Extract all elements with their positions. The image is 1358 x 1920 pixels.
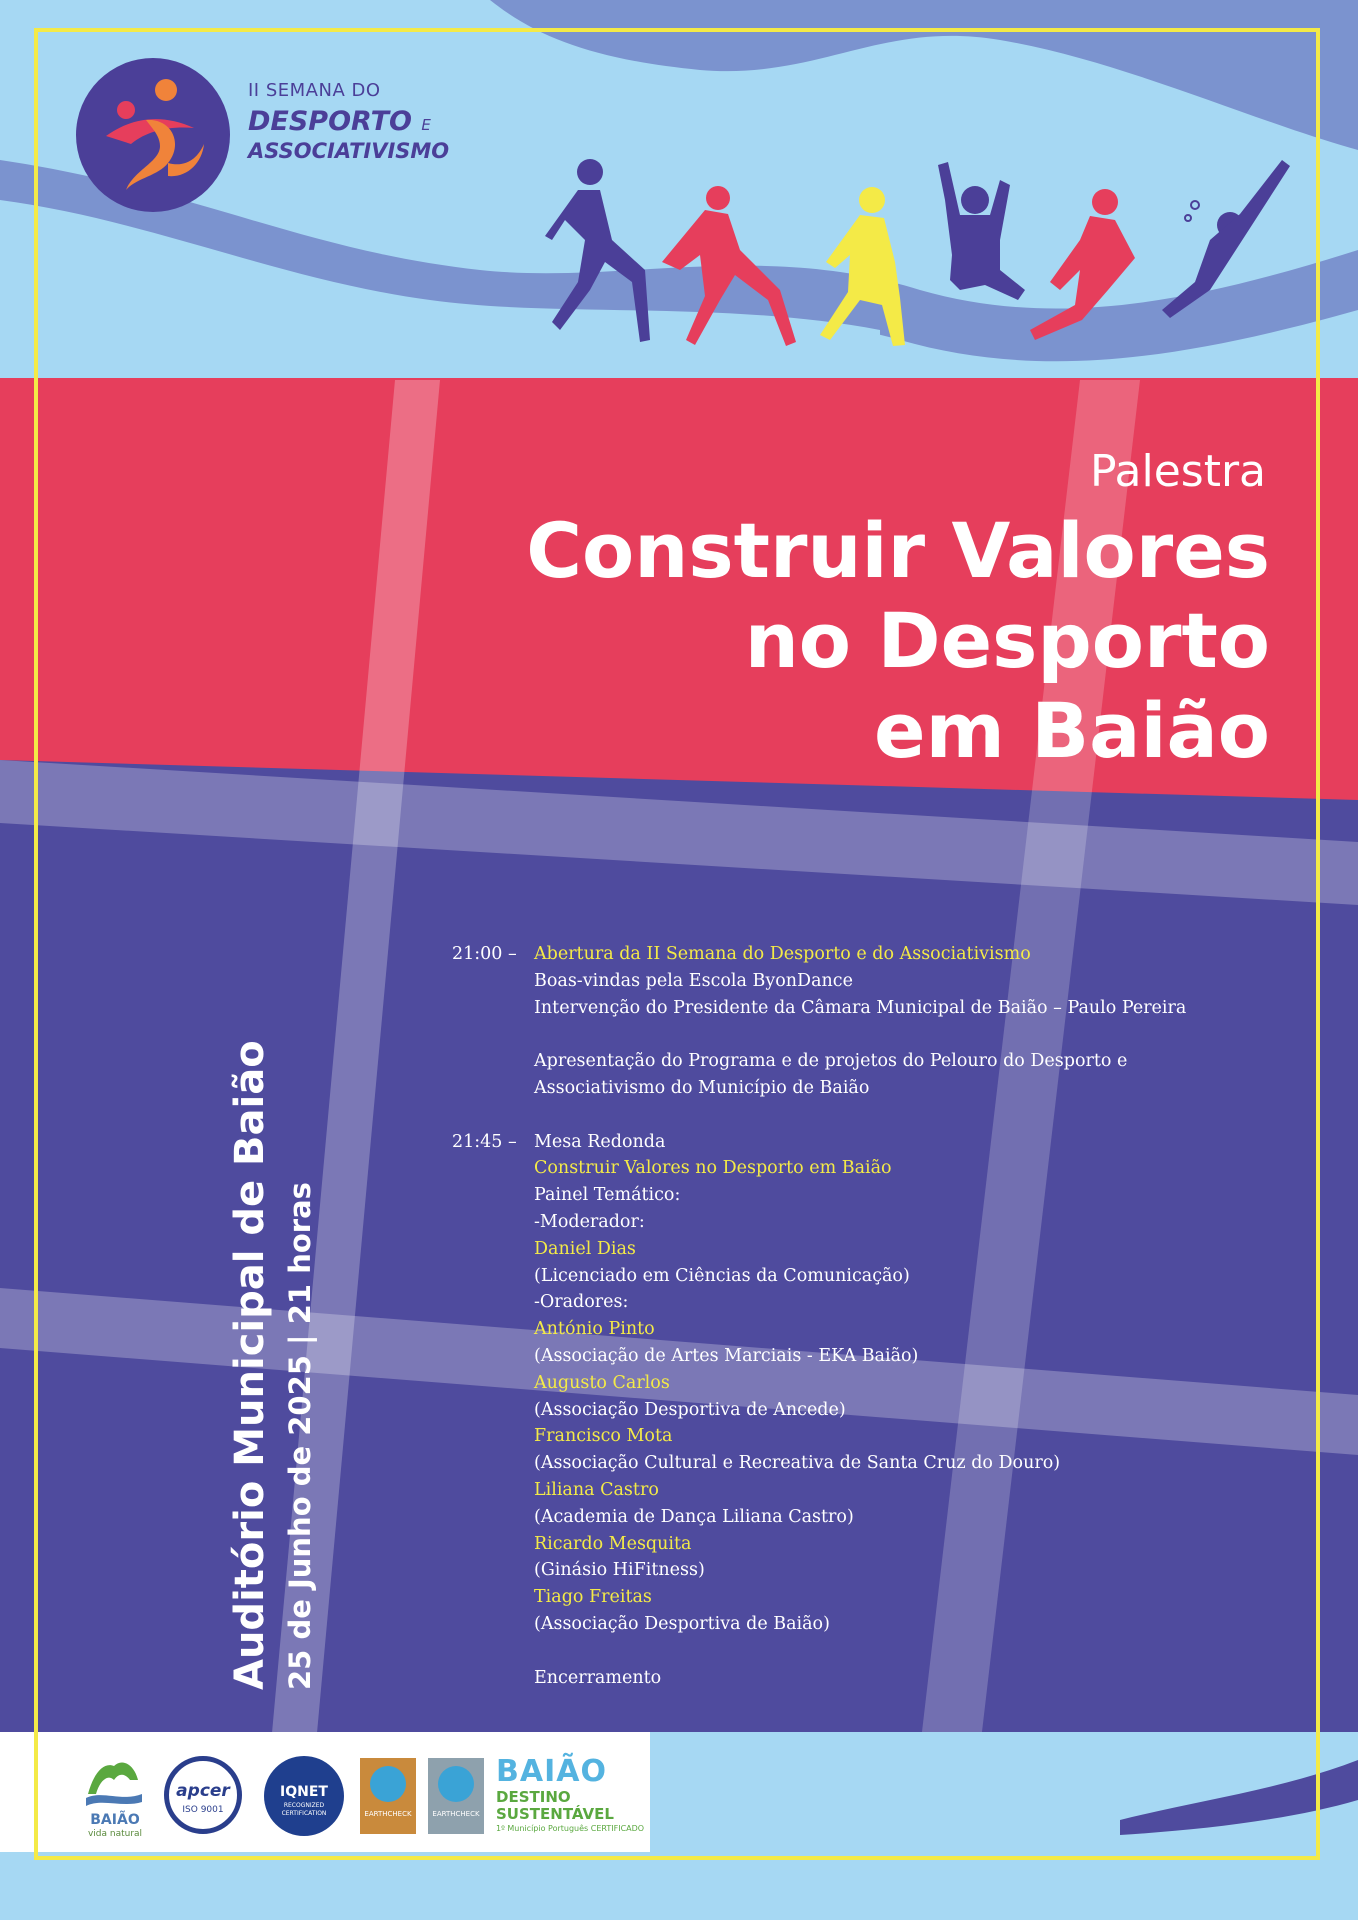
logo-line-edition: II SEMANA DO xyxy=(248,80,381,101)
baiao-logo: BAIÃO xyxy=(90,1812,140,1828)
program-line: Boas-vindas pela Escola ByonDance xyxy=(534,970,853,991)
speaker-affiliation: (Associação Desportiva de Ancede) xyxy=(534,1399,846,1420)
destino-baiao: BAIÃO xyxy=(496,1754,607,1789)
apcer-logo: apcer xyxy=(176,1781,230,1801)
program-line: Apresentação do Programa e de projetos do Pelouro do Desporto e xyxy=(534,1051,1128,1072)
runner-3-icon xyxy=(820,187,905,346)
title-line-1: Construir Valores xyxy=(526,506,1270,595)
speaker-affiliation: (Associação Desportiva de Baião) xyxy=(534,1613,830,1634)
moderator-name: Daniel Dias xyxy=(534,1238,636,1259)
program-time: 21:00 – xyxy=(452,944,517,964)
sustentavel-word: SUSTENTÁVEL xyxy=(496,1805,614,1823)
earthcheck-badge-1 xyxy=(360,1758,416,1834)
speaker-name: Liliana Castro xyxy=(534,1479,659,1500)
speakers-label: -Oradores: xyxy=(534,1292,629,1313)
athlete-jumping-icon xyxy=(938,162,1025,300)
earthcheck-label: EARTHCHECK xyxy=(432,1810,480,1818)
program-closing: Encerramento xyxy=(534,1667,662,1688)
program-heading: Mesa Redonda xyxy=(534,1131,666,1152)
logo-line-associativismo: ASSOCIATIVISMO xyxy=(248,139,450,163)
runner-1-icon xyxy=(545,159,650,342)
logo-line-desporto xyxy=(248,108,449,135)
panel-label: Painel Temático: xyxy=(534,1185,681,1206)
venue-info xyxy=(224,1040,320,1690)
program-line: Intervenção do Presidente da Câmara Municipal de Baião – Paulo Pereira xyxy=(534,997,1187,1018)
moderator-affiliation: (Licenciado em Ciências da Comunicação) xyxy=(534,1265,910,1286)
venue-datetime: 25 de Junho de 2025 | 21 horas xyxy=(283,1182,317,1690)
earth-icon xyxy=(438,1766,474,1802)
runner-2-icon xyxy=(662,186,796,346)
speaker-name: Francisco Mota xyxy=(534,1426,673,1447)
moderator-label: -Moderador: xyxy=(534,1211,645,1232)
title-line-3: em Baião xyxy=(874,686,1270,775)
speaker-name: Tiago Freitas xyxy=(534,1587,652,1608)
program-item-round-table xyxy=(452,1129,1282,1156)
speaker-name: Ricardo Mesquita xyxy=(534,1533,692,1554)
title-line-2: no Desporto xyxy=(744,596,1270,685)
baiao-mountain-icon xyxy=(82,1750,146,1810)
event-logo xyxy=(76,58,230,212)
earth-icon xyxy=(370,1766,406,1802)
speaker-name: Augusto Carlos xyxy=(534,1372,670,1393)
program-heading: Abertura da II Semana do Desporto e do Associativismo xyxy=(534,944,1031,964)
venue-place: Auditório Municipal de Baião xyxy=(227,1040,273,1690)
runner-logo-icon xyxy=(76,58,230,212)
speaker-name: António Pinto xyxy=(534,1319,655,1340)
iqnet-sub: RECOGNIZED CERTIFICATION xyxy=(281,1802,327,1817)
logo-e-word: E xyxy=(421,116,431,134)
event-logo-text xyxy=(248,82,449,162)
destino-word: DESTINO xyxy=(496,1788,571,1806)
baiao-tagline: vida natural xyxy=(87,1829,143,1839)
speaker-affiliation: (Associação de Artes Marciais - EKA Baião) xyxy=(534,1345,919,1366)
swimmer-icon xyxy=(1162,160,1290,318)
iqnet-logo: IQNET xyxy=(280,1784,328,1800)
speaker-affiliation: (Ginásio HiFitness) xyxy=(534,1560,705,1581)
program-line: Associativismo do Município de Baião xyxy=(534,1077,870,1098)
earthcheck-badge-2 xyxy=(428,1758,484,1834)
round-table-subtitle: Construir Valores no Desporto em Baião xyxy=(534,1158,892,1179)
speaker-affiliation: (Academia de Dança Liliana Castro) xyxy=(534,1506,854,1527)
speaker-affiliation: (Associação Cultural e Recreativa de Santa Cruz do Douro) xyxy=(534,1453,1061,1474)
program-item-opening xyxy=(452,941,1282,968)
certificado-note: 1º Município Português CERTIFICADO xyxy=(496,1824,645,1833)
logo-desporto-word: DESPORTO xyxy=(248,106,412,137)
program-time: 21:45 – xyxy=(452,1131,517,1152)
event-kicker: Palestra xyxy=(1089,446,1266,497)
program-schedule xyxy=(452,941,1282,1691)
event-title xyxy=(370,506,1270,776)
earthcheck-label: EARTHCHECK xyxy=(364,1810,412,1818)
runner-4-icon xyxy=(1030,189,1135,340)
apcer-iso: ISO 9001 xyxy=(182,1805,224,1815)
